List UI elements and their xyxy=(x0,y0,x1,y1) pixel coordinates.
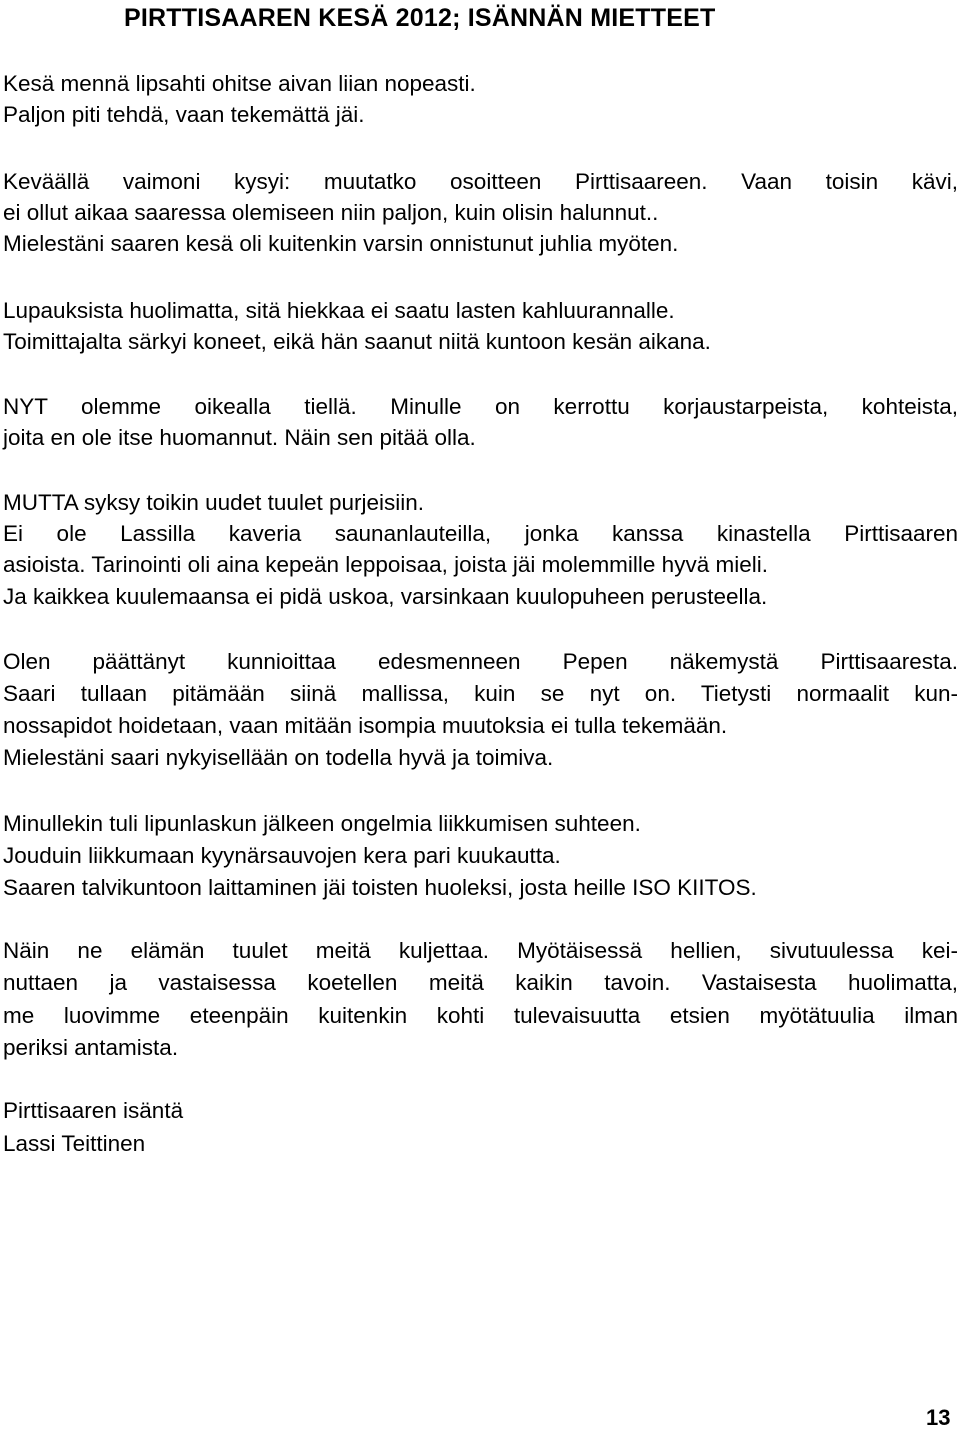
signature-name: Lassi Teittinen xyxy=(3,1131,146,1156)
text-line: Ei ole Lassilla kaveria saunanlauteilla, jonka kanssa kinastella Pirttisaaren xyxy=(3,521,958,546)
text-line: joita en ole itse huomannut. Näin sen pitää olla. xyxy=(3,425,476,450)
text-line: MUTTA syksy toikin uudet tuulet purjeisiin. xyxy=(3,490,424,515)
text-line: asioista. Tarinointi oli aina kepeän leppoisaa, joista jäi molemmille hyvä mieli. xyxy=(3,552,768,577)
text-line: Toimittajalta särkyi koneet, eikä hän saanut niitä kuntoon kesän aikana. xyxy=(3,329,711,354)
text-line: Ja kaikkea kuulemaansa ei pidä uskoa, varsinkaan kuulopuheen perusteella. xyxy=(3,584,768,609)
text-line: Olen päättänyt kunnioittaa edesmenneen Pepen näkemystä Pirttisaaresta. xyxy=(3,649,958,674)
text-line: ei ollut aikaa saaressa olemiseen niin paljon, kuin olisin halunnut.. xyxy=(3,200,659,225)
text-line: Näin ne elämän tuulet meitä kuljettaa. Myötäisessä hellien, sivutuulessa kei- xyxy=(3,938,958,963)
text-line: nossapidot hoidetaan, vaan mitään isompia muutoksia ei tulla tekemään. xyxy=(3,713,728,738)
text-line: NYT olemme oikealla tiellä. Minulle on kerrottu korjaustarpeista, kohteista, xyxy=(3,394,958,419)
page-number: 13 xyxy=(926,1405,951,1430)
text-line: Mielestäni saari nykyisellään on todella hyvä ja toimiva. xyxy=(3,745,554,770)
text-line: periksi antamista. xyxy=(3,1035,179,1060)
signature-role: Pirttisaaren isäntä xyxy=(3,1098,184,1123)
text-line: Jouduin liikkumaan kyynärsauvojen kera pari kuukautta. xyxy=(3,843,561,868)
text-line: Mielestäni saaren kesä oli kuitenkin varsin onnistunut juhlia myöten. xyxy=(3,231,679,256)
text-line: Keväällä vaimoni kysyi: muutatko osoitteen Pirttisaareen. Vaan toisin kävi, xyxy=(3,169,958,194)
text-line: Kesä mennä lipsahti ohitse aivan liian nopeasti. xyxy=(3,71,476,96)
text-line: Saari tullaan pitämään siinä mallissa, kuin se nyt on. Tietysti normaalit kun- xyxy=(3,681,958,706)
text-line: Paljon piti tehdä, vaan tekemättä jäi. xyxy=(3,102,365,127)
text-line: Lupauksista huolimatta, sitä hiekkaa ei saatu lasten kahluurannalle. xyxy=(3,298,675,323)
text-line: nuttaen ja vastaisessa koetellen meitä kaikin tavoin. Vastaisesta huolimatta, xyxy=(3,970,958,995)
page-title: PIRTTISAAREN KESÄ 2012; ISÄNNÄN MIETTEET xyxy=(124,4,716,32)
text-line: Minullekin tuli lipunlaskun jälkeen ongelmia liikkumisen suhteen. xyxy=(3,811,641,836)
text-line: Saaren talvikuntoon laittaminen jäi toisten huoleksi, josta heille ISO KIITOS. xyxy=(3,875,757,900)
text-line: me luovimme eteenpäin kuitenkin kohti tulevaisuutta etsien myötätuulia ilman xyxy=(3,1003,958,1028)
